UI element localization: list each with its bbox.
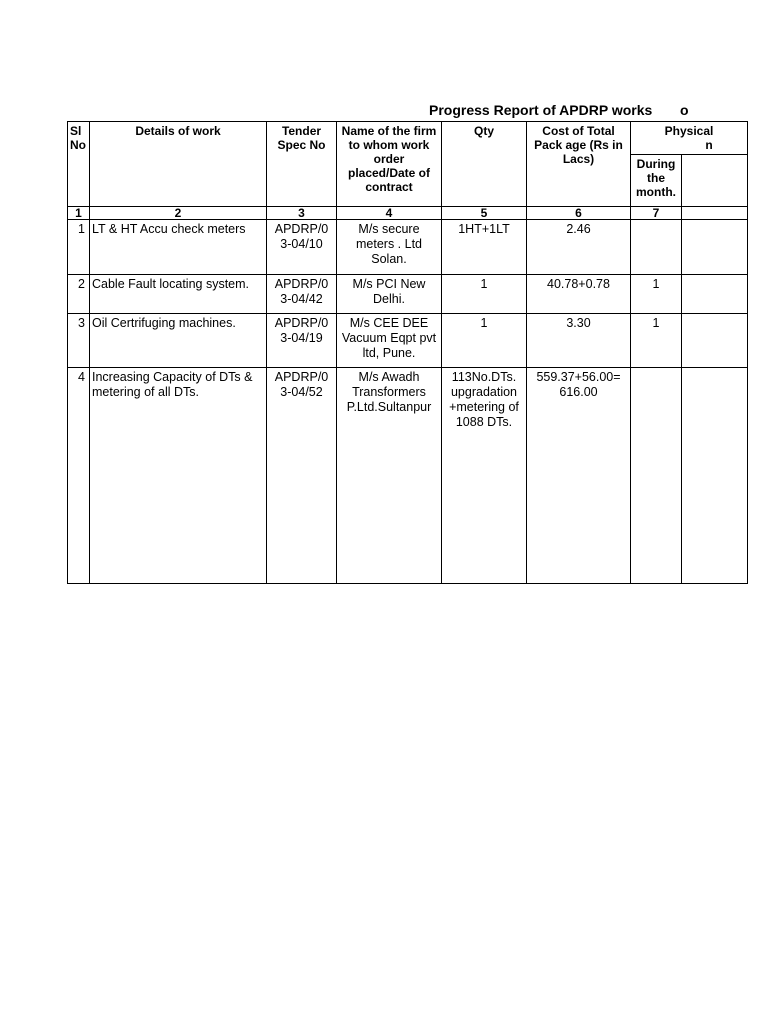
row-tender: APDRP/0 3-04/42 xyxy=(267,275,337,314)
column-number: 7 xyxy=(631,207,682,220)
column-number: 6 xyxy=(527,207,631,220)
row-cost: 40.78+0.78 xyxy=(527,275,631,314)
row-qty: 1 xyxy=(442,275,527,314)
header-qty: Qty xyxy=(442,122,527,207)
report-title xyxy=(429,101,689,119)
row-extra xyxy=(682,368,748,584)
row-sl-no: 3 xyxy=(68,314,90,368)
row-tender: APDRP/0 3-04/19 xyxy=(267,314,337,368)
table-row xyxy=(68,314,748,368)
row-sl-no: 4 xyxy=(68,368,90,584)
row-extra xyxy=(682,314,748,368)
header-physical-text: Physical xyxy=(664,124,714,138)
header-tender-spec-no: Tender Spec No xyxy=(267,122,337,207)
table-row xyxy=(68,275,748,314)
row-tender: APDRP/0 3-04/10 xyxy=(267,220,337,275)
row-during-month xyxy=(631,368,682,584)
row-qty: 1 xyxy=(442,314,527,368)
report-title-cut-fragment: o xyxy=(680,102,689,118)
row-details: Cable Fault locating system. xyxy=(90,275,267,314)
column-number: 4 xyxy=(337,207,442,220)
header-firm-name: Name of the firm to whom work order placed/Date of contract xyxy=(337,122,442,207)
row-during-month xyxy=(631,220,682,275)
header-physical-cut: n xyxy=(705,138,713,152)
header-details-of-work: Details of work xyxy=(90,122,267,207)
table-row xyxy=(68,368,748,584)
column-number-row xyxy=(68,207,748,220)
row-details: Oil Certrifuging machines. xyxy=(90,314,267,368)
header-physical xyxy=(631,122,748,155)
row-cost: 2.46 xyxy=(527,220,631,275)
row-cost: 559.37+56.00= 616.00 xyxy=(527,368,631,584)
row-sl-no: 2 xyxy=(68,275,90,314)
column-number: 5 xyxy=(442,207,527,220)
header-during-month: During the month. xyxy=(631,155,682,207)
row-tender: APDRP/0 3-04/52 xyxy=(267,368,337,584)
column-number: 2 xyxy=(90,207,267,220)
column-number: 3 xyxy=(267,207,337,220)
progress-table-viewport xyxy=(67,121,714,585)
row-qty: 113No.DTs. upgradation +metering of 1088 DTs. xyxy=(442,368,527,584)
row-details: Increasing Capacity of DTs & metering of all DTs. xyxy=(90,368,267,584)
header-row xyxy=(68,122,748,155)
row-firm: M/s CEE DEE Vacuum Eqpt pvt ltd, Pune. xyxy=(337,314,442,368)
row-firm: M/s secure meters . Ltd Solan. xyxy=(337,220,442,275)
table-row xyxy=(68,220,748,275)
row-firm: M/s PCI New Delhi. xyxy=(337,275,442,314)
header-cost: Cost of Total Pack age (Rs in Lacs) xyxy=(527,122,631,207)
row-qty: 1HT+1LT xyxy=(442,220,527,275)
row-extra xyxy=(682,220,748,275)
progress-table xyxy=(67,121,748,584)
row-during-month: 1 xyxy=(631,275,682,314)
row-details: LT & HT Accu check meters xyxy=(90,220,267,275)
row-firm: M/s Awadh Transformers P.Ltd.Sultanpur xyxy=(337,368,442,584)
row-sl-no: 1 xyxy=(68,220,90,275)
row-extra xyxy=(682,275,748,314)
column-number: 1 xyxy=(68,207,90,220)
report-title-text: Progress Report of APDRP works xyxy=(429,102,653,118)
header-sl-no: Sl No xyxy=(68,122,90,207)
header-physical-next xyxy=(682,155,748,207)
row-cost: 3.30 xyxy=(527,314,631,368)
row-during-month: 1 xyxy=(631,314,682,368)
column-number xyxy=(682,207,748,220)
